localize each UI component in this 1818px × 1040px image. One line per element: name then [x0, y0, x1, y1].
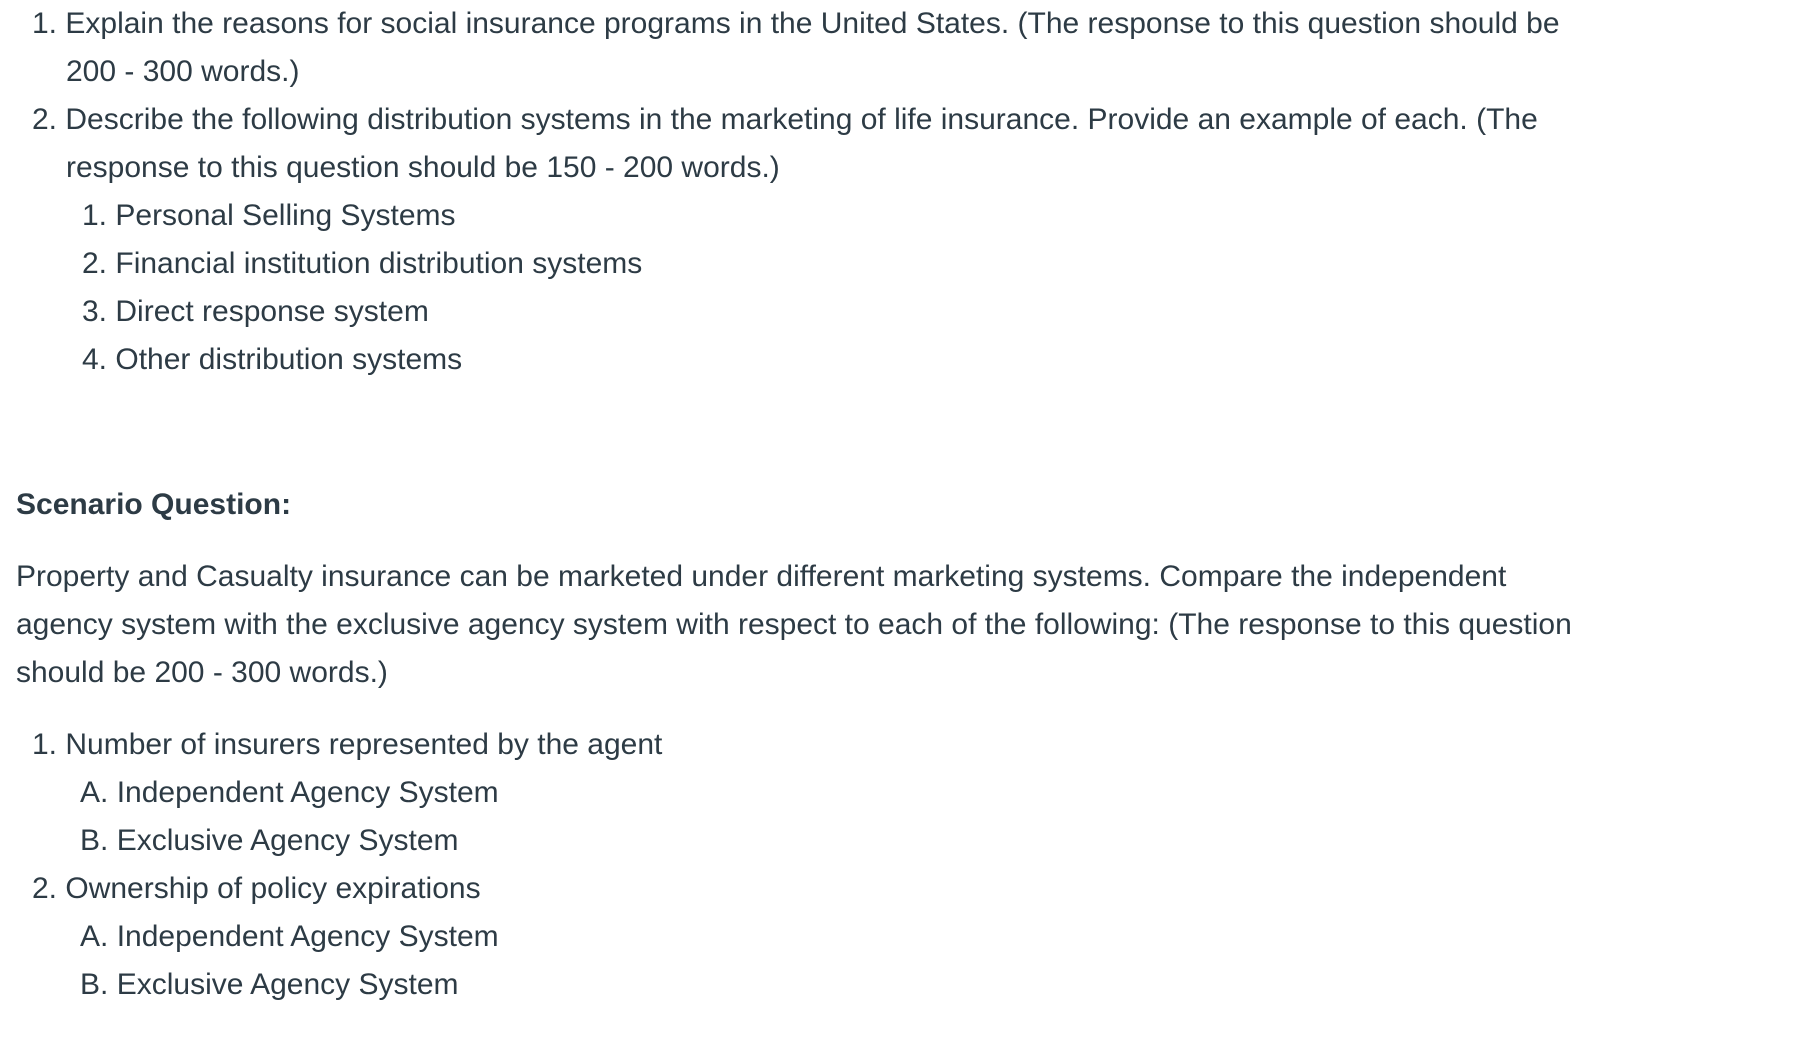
- item-text: Personal Selling Systems: [115, 199, 456, 232]
- paragraph-line: should be 200 - 300 words.): [16, 656, 388, 689]
- item-letter: A.: [80, 776, 109, 809]
- sub-item: [80, 913, 499, 961]
- question-number: 1.: [32, 7, 58, 40]
- item-number: 2.: [82, 247, 108, 280]
- question-2-line-2: response to this question should be 150 - 200 words.): [66, 151, 780, 184]
- list-item: [82, 240, 642, 288]
- item-number: 3.: [82, 295, 108, 328]
- item-text: Exclusive Agency System: [116, 824, 459, 857]
- item-number: 2.: [32, 872, 58, 905]
- question-2-line-1: [32, 96, 1538, 144]
- item-text: Number of insurers represented by the agent: [65, 728, 663, 761]
- scenario-heading: Scenario Question:: [16, 488, 292, 521]
- item-letter: B.: [80, 968, 109, 1001]
- list-item: [82, 288, 429, 336]
- question-1-line-1: [32, 0, 1560, 48]
- list-item: [82, 192, 456, 240]
- item-text: Direct response system: [115, 295, 429, 328]
- item-text: Independent Agency System: [116, 776, 499, 809]
- item-letter: A.: [80, 920, 109, 953]
- sub-item: [80, 961, 459, 1009]
- sub-item: [80, 817, 459, 865]
- list-item: [32, 721, 662, 769]
- question-text: Describe the following distribution systems in the marketing of life insurance. Provide an example of each. (The: [65, 103, 1538, 136]
- paragraph-line: agency system with the exclusive agency system with respect to each of the following: (The response to this question: [16, 608, 1572, 641]
- sub-item: [80, 769, 499, 817]
- item-number: 1.: [82, 199, 108, 232]
- item-text: Independent Agency System: [116, 920, 499, 953]
- item-text: Exclusive Agency System: [116, 968, 459, 1001]
- question-1-line-2: 200 - 300 words.): [66, 55, 300, 88]
- item-text: Financial institution distribution systems: [115, 247, 643, 280]
- item-text: Other distribution systems: [115, 343, 463, 376]
- item-letter: B.: [80, 824, 109, 857]
- question-text: Explain the reasons for social insurance programs in the United States. (The response to this question should be: [65, 7, 1560, 40]
- item-number: 1.: [32, 728, 58, 761]
- question-number: 2.: [32, 103, 58, 136]
- item-text: Ownership of policy expirations: [65, 872, 481, 905]
- list-item: [82, 336, 462, 384]
- list-item: [32, 865, 481, 913]
- item-number: 4.: [82, 343, 108, 376]
- paragraph-line: Property and Casualty insurance can be marketed under different marketing systems. Compare the independent: [16, 560, 1507, 593]
